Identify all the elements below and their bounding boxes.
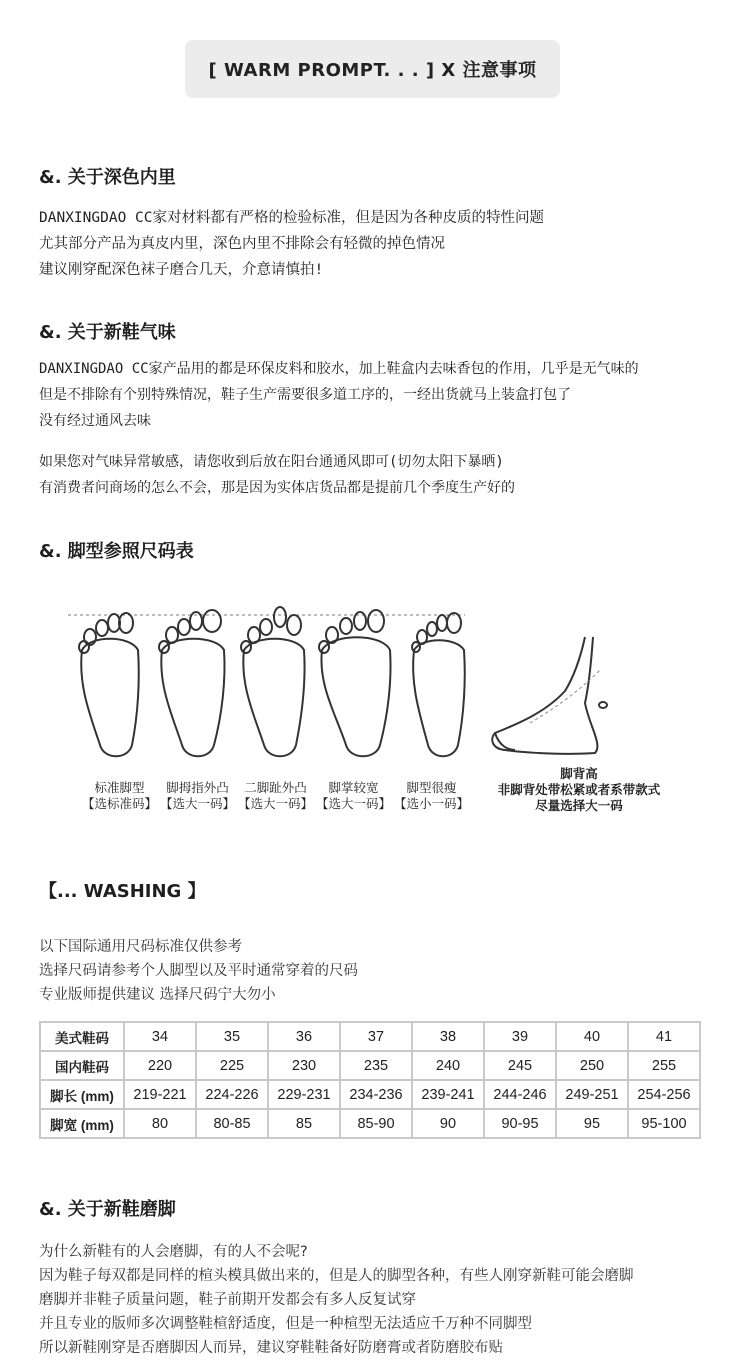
table-row-cn-size — [40, 1051, 700, 1080]
foot-advice: 【选大一码】 — [160, 796, 236, 811]
second-toe-foot-icon — [241, 607, 305, 756]
table-cell: 95-100 — [628, 1109, 700, 1138]
table-cell: 95 — [556, 1109, 628, 1138]
size-notes — [39, 935, 358, 1007]
high-instep-line: 尽量选择大一码 — [535, 798, 623, 813]
table-cell: 37 — [340, 1022, 412, 1051]
table-cell: 250 — [556, 1051, 628, 1080]
smell-heading: &. 关于新鞋气味 — [39, 322, 176, 343]
table-cell: 244-246 — [484, 1080, 556, 1109]
table-cell: 40 — [556, 1022, 628, 1051]
dark-lining-line: DANXINGDAO CC家对材料都有严格的检验标准，但是因为各种皮质的特性问题 — [39, 210, 544, 226]
dark-lining-heading: &. 关于深色内里 — [39, 167, 176, 188]
foot-type-heading: &. 脚型参照尺码表 — [39, 541, 194, 562]
foot-advice: 【选大一码】 — [238, 796, 314, 811]
table-cell: 249-251 — [556, 1080, 628, 1109]
row-header: 脚宽 (mm) — [40, 1109, 124, 1138]
smell-text — [39, 356, 639, 434]
rubbing-heading: &. 关于新鞋磨脚 — [39, 1199, 176, 1220]
bunion-foot-icon — [159, 610, 225, 756]
table-row-foot-length — [40, 1080, 700, 1109]
table-cell: 80-85 — [196, 1109, 268, 1138]
table-cell: 39 — [484, 1022, 556, 1051]
high-instep-label — [484, 766, 674, 814]
foot-label-bunion — [160, 780, 235, 812]
size-note-line: 选择尺码请参考个人脚型以及平时通常穿着的尺码 — [39, 963, 358, 979]
table-cell: 85-90 — [340, 1109, 412, 1138]
foot-types-illustration — [60, 595, 680, 765]
table-cell: 90 — [412, 1109, 484, 1138]
table-row-us-size — [40, 1022, 700, 1051]
foot-advice: 【选标准码】 — [82, 796, 158, 811]
table-cell: 35 — [196, 1022, 268, 1051]
foot-label-slim — [394, 780, 469, 812]
foot-label-second-toe — [238, 780, 313, 812]
foot-advice: 【选小一码】 — [394, 796, 470, 811]
table-cell: 225 — [196, 1051, 268, 1080]
table-cell: 230 — [268, 1051, 340, 1080]
smell-line: 但是不排除有个别特殊情况，鞋子生产需要很多道工序的，一经出货就马上装盒打包了 — [39, 387, 571, 403]
table-cell: 41 — [628, 1022, 700, 1051]
foot-name: 标准脚型 — [94, 780, 145, 795]
banner-title: [ WARM PROMPT. . . ] Ⅹ 注意事项 — [208, 60, 537, 81]
dark-lining-line: 建议刚穿配深色袜子磨合几天，介意请慎拍! — [39, 262, 324, 278]
dark-lining-text — [39, 205, 544, 283]
warm-prompt-banner — [185, 40, 560, 98]
table-cell: 245 — [484, 1051, 556, 1080]
table-cell: 220 — [124, 1051, 196, 1080]
foot-label-wide — [316, 780, 391, 812]
foot-name: 二脚趾外凸 — [244, 780, 307, 795]
table-cell: 36 — [268, 1022, 340, 1051]
table-cell: 80 — [124, 1109, 196, 1138]
table-cell: 85 — [268, 1109, 340, 1138]
table-cell: 239-241 — [412, 1080, 484, 1109]
table-cell: 224-226 — [196, 1080, 268, 1109]
foot-advice: 【选大一码】 — [316, 796, 392, 811]
table-cell: 229-231 — [268, 1080, 340, 1109]
smell-line: 如果您对气味异常敏感，请您收到后放在阳台通通风即可(切勿太阳下暴晒) — [39, 454, 504, 470]
rubbing-line: 磨脚并非鞋子质量问题，鞋子前期开发都会有多人反复试穿 — [39, 1292, 416, 1308]
foot-name: 脚型很瘦 — [406, 780, 457, 795]
smell-line: DANXINGDAO CC家产品用的都是环保皮料和胶水，加上鞋盒内去味香包的作用，几乎是无气味的 — [39, 361, 639, 377]
foot-label-standard — [82, 780, 157, 812]
high-instep-line: 非脚背处带松紧或者系带款式 — [497, 782, 661, 797]
smell-line: 没有经过通风去味 — [39, 413, 151, 429]
table-cell: 34 — [124, 1022, 196, 1051]
size-note-line: 专业版师提供建议 选择尺码宁大勿小 — [39, 987, 276, 1003]
table-cell: 254-256 — [628, 1080, 700, 1109]
size-note-line: 以下国际通用尺码标准仅供参考 — [39, 939, 242, 955]
row-header: 脚长 (mm) — [40, 1080, 124, 1109]
slim-foot-icon — [412, 613, 465, 756]
rubbing-line: 因为鞋子每双都是同样的楦头模具做出来的，但是人的脚型各种，有些人刚穿新鞋可能会磨脚 — [39, 1268, 634, 1284]
rubbing-text — [39, 1240, 634, 1360]
dark-lining-line: 尤其部分产品为真皮内里，深色内里不排除会有轻微的掉色情况 — [39, 236, 445, 252]
table-cell: 90-95 — [484, 1109, 556, 1138]
table-cell: 219-221 — [124, 1080, 196, 1109]
table-cell: 235 — [340, 1051, 412, 1080]
high-instep-foot-icon — [492, 637, 607, 754]
table-cell: 234-236 — [340, 1080, 412, 1109]
smell-text-2 — [39, 449, 515, 501]
washing-heading: 【... WASHING 】 — [39, 881, 206, 902]
table-cell: 240 — [412, 1051, 484, 1080]
smell-line: 有消费者问商场的怎么不会，那是因为实体店货品都是提前几个季度生产好的 — [39, 480, 515, 496]
rubbing-line: 为什么新鞋有的人会磨脚，有的人不会呢? — [39, 1244, 308, 1260]
wide-foot-icon — [319, 610, 391, 756]
foot-name: 脚拇指外凸 — [166, 780, 229, 795]
high-instep-line: 脚背高 — [560, 766, 598, 781]
row-header: 美式鞋码 — [40, 1022, 124, 1051]
rubbing-line: 并且专业的版师多次调整鞋楦舒适度，但是一种楦型无法适应千万种不同脚型 — [39, 1316, 532, 1332]
row-header: 国内鞋码 — [40, 1051, 124, 1080]
table-cell: 255 — [628, 1051, 700, 1080]
table-row-foot-width — [40, 1109, 700, 1138]
standard-foot-icon — [79, 613, 139, 756]
table-cell: 38 — [412, 1022, 484, 1051]
rubbing-line: 所以新鞋刚穿是否磨脚因人而异，建议穿鞋鞋备好防磨膏或者防磨胶布贴 — [39, 1340, 503, 1356]
foot-name: 脚掌较宽 — [328, 780, 379, 795]
size-chart-table — [39, 1021, 701, 1139]
